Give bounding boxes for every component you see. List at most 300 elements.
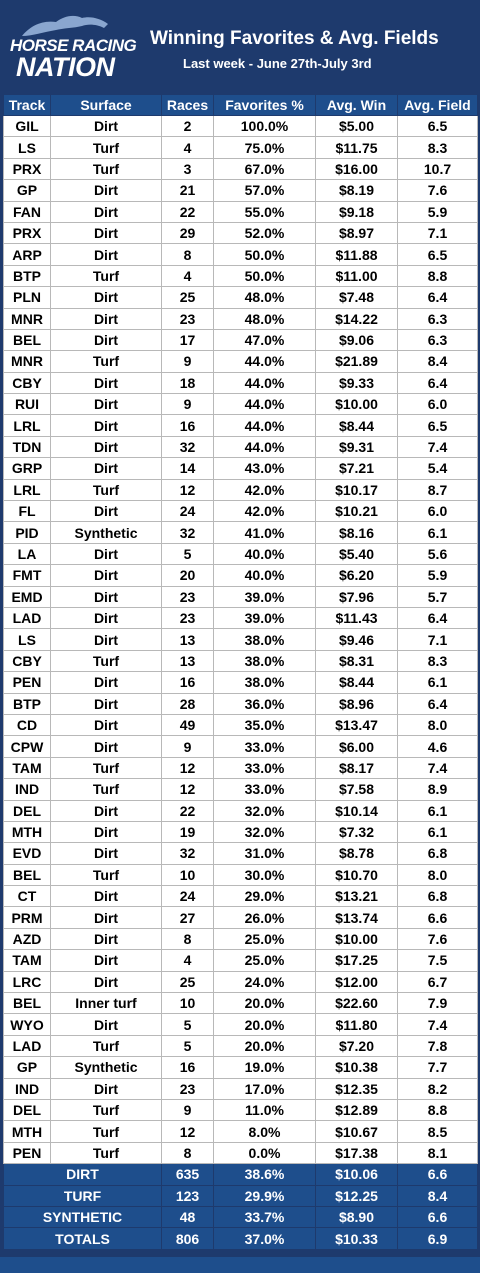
cell-track: LAD <box>4 1035 51 1056</box>
cell-favorites-pct: 42.0% <box>214 501 316 522</box>
cell-favorites-pct: 100.0% <box>214 116 316 137</box>
cell-favorites-pct: 25.0% <box>214 928 316 949</box>
cell-avg-field: 6.5 <box>398 415 478 436</box>
total-favorites-pct: 33.7% <box>214 1206 316 1227</box>
cell-surface: Turf <box>51 351 162 372</box>
cell-track: BEL <box>4 993 51 1014</box>
cell-track: MNR <box>4 308 51 329</box>
cell-favorites-pct: 47.0% <box>214 329 316 350</box>
cell-surface: Turf <box>51 757 162 778</box>
cell-races: 10 <box>162 864 214 885</box>
cell-surface: Dirt <box>51 1078 162 1099</box>
table-row <box>4 372 478 393</box>
cell-races: 32 <box>162 843 214 864</box>
cell-surface: Turf <box>51 1121 162 1142</box>
cell-track: EMD <box>4 586 51 607</box>
cell-avg-win: $17.38 <box>316 1142 398 1163</box>
cell-avg-win: $7.32 <box>316 821 398 842</box>
table-row <box>4 800 478 821</box>
cell-races: 24 <box>162 501 214 522</box>
cell-avg-win: $8.31 <box>316 650 398 671</box>
cell-favorites-pct: 36.0% <box>214 693 316 714</box>
table-row <box>4 886 478 907</box>
cell-avg-win: $7.48 <box>316 287 398 308</box>
cell-races: 17 <box>162 329 214 350</box>
total-avg-win: $8.90 <box>316 1206 398 1227</box>
cell-avg-field: 6.8 <box>398 886 478 907</box>
cell-track: LA <box>4 543 51 564</box>
table-row <box>4 950 478 971</box>
cell-races: 5 <box>162 1014 214 1035</box>
cell-surface: Turf <box>51 137 162 158</box>
cell-favorites-pct: 41.0% <box>214 522 316 543</box>
cell-track: MTH <box>4 1121 51 1142</box>
cell-avg-win: $17.25 <box>316 950 398 971</box>
cell-track: PRX <box>4 222 51 243</box>
cell-avg-win: $22.60 <box>316 993 398 1014</box>
cell-avg-field: 5.4 <box>398 458 478 479</box>
cell-surface: Dirt <box>51 116 162 137</box>
cell-avg-win: $8.96 <box>316 693 398 714</box>
cell-avg-field: 7.4 <box>398 436 478 457</box>
total-avg-field: 6.6 <box>398 1206 478 1227</box>
cell-avg-win: $5.00 <box>316 116 398 137</box>
cell-avg-field: 8.8 <box>398 265 478 286</box>
cell-avg-field: 8.9 <box>398 779 478 800</box>
cell-avg-field: 8.4 <box>398 351 478 372</box>
table-row <box>4 1142 478 1163</box>
cell-track: AZD <box>4 928 51 949</box>
cell-avg-win: $10.00 <box>316 928 398 949</box>
cell-races: 22 <box>162 800 214 821</box>
cell-track: PEN <box>4 1142 51 1163</box>
cell-races: 22 <box>162 201 214 222</box>
table-row <box>4 864 478 885</box>
cell-favorites-pct: 39.0% <box>214 607 316 628</box>
cell-avg-win: $9.06 <box>316 329 398 350</box>
cell-avg-win: $7.20 <box>316 1035 398 1056</box>
cell-avg-field: 5.9 <box>398 565 478 586</box>
cell-avg-field: 7.8 <box>398 1035 478 1056</box>
cell-track: GRP <box>4 458 51 479</box>
cell-races: 8 <box>162 928 214 949</box>
cell-surface: Turf <box>51 158 162 179</box>
table-row <box>4 308 478 329</box>
cell-track: LRL <box>4 479 51 500</box>
cell-surface: Turf <box>51 1035 162 1056</box>
cell-avg-win: $8.19 <box>316 180 398 201</box>
table-row <box>4 158 478 179</box>
cell-surface: Dirt <box>51 629 162 650</box>
cell-races: 27 <box>162 907 214 928</box>
cell-surface: Synthetic <box>51 1057 162 1078</box>
table-row <box>4 415 478 436</box>
table-row <box>4 329 478 350</box>
total-label: TOTALS <box>4 1228 162 1249</box>
cell-avg-field: 6.4 <box>398 607 478 628</box>
cell-surface: Dirt <box>51 907 162 928</box>
cell-surface: Dirt <box>51 180 162 201</box>
table-row <box>4 244 478 265</box>
cell-races: 8 <box>162 244 214 265</box>
page-subtitle: Last week - June 27th-July 3rd <box>183 56 372 71</box>
cell-favorites-pct: 29.0% <box>214 886 316 907</box>
cell-favorites-pct: 40.0% <box>214 565 316 586</box>
cell-surface: Turf <box>51 650 162 671</box>
total-label: SYNTHETIC <box>4 1206 162 1227</box>
cell-races: 12 <box>162 479 214 500</box>
cell-track: PID <box>4 522 51 543</box>
cell-favorites-pct: 32.0% <box>214 821 316 842</box>
cell-track: GP <box>4 180 51 201</box>
cell-races: 28 <box>162 693 214 714</box>
cell-favorites-pct: 38.0% <box>214 672 316 693</box>
cell-surface: Dirt <box>51 201 162 222</box>
cell-avg-field: 8.0 <box>398 714 478 735</box>
cell-avg-field: 8.0 <box>398 864 478 885</box>
table-row <box>4 993 478 1014</box>
cell-track: ARP <box>4 244 51 265</box>
cell-avg-field: 6.8 <box>398 843 478 864</box>
cell-races: 23 <box>162 1078 214 1099</box>
cell-surface: Dirt <box>51 329 162 350</box>
cell-avg-field: 8.2 <box>398 1078 478 1099</box>
totals-row <box>4 1228 478 1249</box>
cell-avg-field: 6.7 <box>398 971 478 992</box>
cell-avg-field: 7.5 <box>398 950 478 971</box>
cell-avg-field: 4.6 <box>398 736 478 757</box>
table-row <box>4 693 478 714</box>
cell-avg-field: 10.7 <box>398 158 478 179</box>
cell-favorites-pct: 20.0% <box>214 993 316 1014</box>
cell-surface: Turf <box>51 779 162 800</box>
cell-races: 14 <box>162 458 214 479</box>
cell-favorites-pct: 50.0% <box>214 244 316 265</box>
table-row <box>4 180 478 201</box>
cell-races: 13 <box>162 650 214 671</box>
cell-avg-win: $11.43 <box>316 607 398 628</box>
cell-avg-win: $10.00 <box>316 394 398 415</box>
cell-track: PEN <box>4 672 51 693</box>
cell-avg-win: $7.21 <box>316 458 398 479</box>
cell-favorites-pct: 33.0% <box>214 736 316 757</box>
cell-races: 18 <box>162 372 214 393</box>
cell-avg-field: 6.1 <box>398 800 478 821</box>
page-title: Winning Favorites & Avg. Fields <box>150 28 439 49</box>
cell-races: 5 <box>162 1035 214 1056</box>
column-header-avg-win: Avg. Win <box>316 95 398 116</box>
total-avg-win: $12.25 <box>316 1185 398 1206</box>
cell-races: 3 <box>162 158 214 179</box>
cell-surface: Dirt <box>51 693 162 714</box>
totals-row <box>4 1164 478 1185</box>
cell-avg-field: 7.4 <box>398 757 478 778</box>
cell-track: GIL <box>4 116 51 137</box>
cell-track: MTH <box>4 821 51 842</box>
favorites-table <box>3 94 478 1250</box>
cell-favorites-pct: 31.0% <box>214 843 316 864</box>
cell-surface: Dirt <box>51 821 162 842</box>
cell-track: TAM <box>4 757 51 778</box>
cell-surface: Dirt <box>51 1014 162 1035</box>
cell-avg-win: $9.33 <box>316 372 398 393</box>
table-row <box>4 501 478 522</box>
cell-favorites-pct: 24.0% <box>214 971 316 992</box>
cell-track: TAM <box>4 950 51 971</box>
cell-avg-win: $8.78 <box>316 843 398 864</box>
table-row <box>4 351 478 372</box>
cell-races: 21 <box>162 180 214 201</box>
cell-track: CPW <box>4 736 51 757</box>
cell-avg-win: $16.00 <box>316 158 398 179</box>
table-row <box>4 607 478 628</box>
cell-races: 9 <box>162 351 214 372</box>
table-row <box>4 522 478 543</box>
cell-avg-field: 5.7 <box>398 586 478 607</box>
cell-track: IND <box>4 1078 51 1099</box>
cell-avg-field: 6.1 <box>398 672 478 693</box>
cell-avg-field: 7.7 <box>398 1057 478 1078</box>
table-row <box>4 137 478 158</box>
cell-avg-field: 6.4 <box>398 693 478 714</box>
cell-favorites-pct: 42.0% <box>214 479 316 500</box>
cell-track: PLN <box>4 287 51 308</box>
total-avg-win: $10.06 <box>316 1164 398 1185</box>
table-row <box>4 907 478 928</box>
cell-favorites-pct: 38.0% <box>214 650 316 671</box>
cell-favorites-pct: 19.0% <box>214 1057 316 1078</box>
cell-avg-field: 7.4 <box>398 1014 478 1035</box>
cell-races: 9 <box>162 394 214 415</box>
column-header-favorites-pct: Favorites % <box>214 95 316 116</box>
cell-avg-win: $14.22 <box>316 308 398 329</box>
cell-track: BTP <box>4 693 51 714</box>
cell-races: 29 <box>162 222 214 243</box>
cell-races: 23 <box>162 308 214 329</box>
cell-races: 9 <box>162 736 214 757</box>
table-row <box>4 928 478 949</box>
cell-races: 32 <box>162 522 214 543</box>
table-row <box>4 629 478 650</box>
cell-races: 13 <box>162 629 214 650</box>
cell-avg-win: $9.18 <box>316 201 398 222</box>
cell-surface: Inner turf <box>51 993 162 1014</box>
cell-track: CD <box>4 714 51 735</box>
cell-favorites-pct: 20.0% <box>214 1014 316 1035</box>
cell-track: FMT <box>4 565 51 586</box>
total-favorites-pct: 37.0% <box>214 1228 316 1249</box>
table-row <box>4 265 478 286</box>
cell-avg-field: 7.6 <box>398 928 478 949</box>
table-row <box>4 543 478 564</box>
cell-avg-field: 6.1 <box>398 821 478 842</box>
cell-surface: Dirt <box>51 436 162 457</box>
table-row <box>4 586 478 607</box>
cell-avg-field: 7.1 <box>398 222 478 243</box>
table-row <box>4 1099 478 1120</box>
cell-track: LRC <box>4 971 51 992</box>
cell-track: LS <box>4 629 51 650</box>
logo-text-bottom: NATION <box>16 52 115 82</box>
cell-favorites-pct: 48.0% <box>214 287 316 308</box>
cell-surface: Dirt <box>51 928 162 949</box>
cell-avg-win: $6.00 <box>316 736 398 757</box>
table-row <box>4 821 478 842</box>
cell-track: PRM <box>4 907 51 928</box>
cell-surface: Turf <box>51 479 162 500</box>
cell-track: DEL <box>4 1099 51 1120</box>
cell-surface: Turf <box>51 864 162 885</box>
cell-favorites-pct: 44.0% <box>214 394 316 415</box>
cell-favorites-pct: 44.0% <box>214 372 316 393</box>
cell-races: 12 <box>162 1121 214 1142</box>
cell-track: GP <box>4 1057 51 1078</box>
cell-track: DEL <box>4 800 51 821</box>
cell-surface: Dirt <box>51 672 162 693</box>
cell-favorites-pct: 44.0% <box>214 351 316 372</box>
cell-races: 24 <box>162 886 214 907</box>
cell-races: 19 <box>162 821 214 842</box>
table-row <box>4 672 478 693</box>
cell-track: TDN <box>4 436 51 457</box>
cell-surface: Dirt <box>51 565 162 586</box>
cell-avg-field: 8.1 <box>398 1142 478 1163</box>
cell-avg-field: 8.3 <box>398 650 478 671</box>
cell-favorites-pct: 32.0% <box>214 800 316 821</box>
cell-avg-win: $9.31 <box>316 436 398 457</box>
cell-races: 12 <box>162 779 214 800</box>
cell-favorites-pct: 43.0% <box>214 458 316 479</box>
cell-favorites-pct: 44.0% <box>214 436 316 457</box>
cell-races: 25 <box>162 971 214 992</box>
cell-avg-win: $10.70 <box>316 864 398 885</box>
cell-surface: Dirt <box>51 244 162 265</box>
cell-avg-win: $13.74 <box>316 907 398 928</box>
cell-surface: Dirt <box>51 458 162 479</box>
total-favorites-pct: 29.9% <box>214 1185 316 1206</box>
cell-favorites-pct: 17.0% <box>214 1078 316 1099</box>
cell-track: LAD <box>4 607 51 628</box>
cell-avg-win: $8.97 <box>316 222 398 243</box>
cell-avg-win: $8.44 <box>316 415 398 436</box>
cell-avg-win: $7.96 <box>316 586 398 607</box>
table-row <box>4 222 478 243</box>
cell-surface: Dirt <box>51 287 162 308</box>
cell-track: CBY <box>4 372 51 393</box>
cell-avg-win: $5.40 <box>316 543 398 564</box>
cell-avg-field: 7.1 <box>398 629 478 650</box>
table-row <box>4 1121 478 1142</box>
cell-avg-field: 6.3 <box>398 308 478 329</box>
total-races: 635 <box>162 1164 214 1185</box>
cell-races: 4 <box>162 950 214 971</box>
cell-track: RUI <box>4 394 51 415</box>
total-label: DIRT <box>4 1164 162 1185</box>
table-row <box>4 1035 478 1056</box>
cell-avg-field: 6.6 <box>398 907 478 928</box>
cell-avg-win: $11.75 <box>316 137 398 158</box>
cell-avg-win: $9.46 <box>316 629 398 650</box>
cell-surface: Dirt <box>51 971 162 992</box>
table-row <box>4 843 478 864</box>
cell-favorites-pct: 11.0% <box>214 1099 316 1120</box>
table-row <box>4 1078 478 1099</box>
cell-surface: Turf <box>51 1142 162 1163</box>
cell-favorites-pct: 50.0% <box>214 265 316 286</box>
cell-avg-win: $10.14 <box>316 800 398 821</box>
cell-races: 4 <box>162 137 214 158</box>
table-row <box>4 971 478 992</box>
cell-surface: Dirt <box>51 714 162 735</box>
cell-avg-win: $13.47 <box>316 714 398 735</box>
cell-avg-field: 8.3 <box>398 137 478 158</box>
table-row <box>4 779 478 800</box>
footer-bar <box>0 1257 480 1273</box>
table-row <box>4 650 478 671</box>
totals-row <box>4 1206 478 1227</box>
cell-surface: Dirt <box>51 308 162 329</box>
cell-races: 5 <box>162 543 214 564</box>
cell-races: 23 <box>162 607 214 628</box>
cell-avg-win: $8.17 <box>316 757 398 778</box>
total-label: TURF <box>4 1185 162 1206</box>
horse-racing-nation-logo <box>6 14 137 84</box>
cell-races: 32 <box>162 436 214 457</box>
cell-races: 20 <box>162 565 214 586</box>
column-header-races: Races <box>162 95 214 116</box>
cell-avg-field: 6.5 <box>398 116 478 137</box>
cell-avg-win: $10.21 <box>316 501 398 522</box>
cell-races: 49 <box>162 714 214 735</box>
cell-favorites-pct: 44.0% <box>214 415 316 436</box>
cell-track: LRL <box>4 415 51 436</box>
cell-track: CBY <box>4 650 51 671</box>
cell-track: PRX <box>4 158 51 179</box>
cell-favorites-pct: 26.0% <box>214 907 316 928</box>
cell-favorites-pct: 52.0% <box>214 222 316 243</box>
cell-favorites-pct: 35.0% <box>214 714 316 735</box>
cell-surface: Synthetic <box>51 522 162 543</box>
cell-track: BEL <box>4 864 51 885</box>
table-row <box>4 479 478 500</box>
cell-favorites-pct: 25.0% <box>214 950 316 971</box>
cell-surface: Dirt <box>51 607 162 628</box>
table-row <box>4 201 478 222</box>
table-row <box>4 1014 478 1035</box>
cell-avg-win: $10.67 <box>316 1121 398 1142</box>
cell-races: 23 <box>162 586 214 607</box>
table-row <box>4 287 478 308</box>
cell-surface: Dirt <box>51 501 162 522</box>
column-header-avg-field: Avg. Field <box>398 95 478 116</box>
cell-surface: Dirt <box>51 543 162 564</box>
total-races: 123 <box>162 1185 214 1206</box>
table-row <box>4 436 478 457</box>
cell-avg-field: 7.6 <box>398 180 478 201</box>
cell-avg-win: $11.88 <box>316 244 398 265</box>
cell-races: 16 <box>162 672 214 693</box>
total-avg-field: 6.9 <box>398 1228 478 1249</box>
cell-favorites-pct: 0.0% <box>214 1142 316 1163</box>
cell-surface: Dirt <box>51 372 162 393</box>
cell-track: FAN <box>4 201 51 222</box>
cell-favorites-pct: 33.0% <box>214 757 316 778</box>
table-row <box>4 458 478 479</box>
table-row <box>4 757 478 778</box>
cell-races: 25 <box>162 287 214 308</box>
total-races: 806 <box>162 1228 214 1249</box>
cell-surface: Turf <box>51 265 162 286</box>
